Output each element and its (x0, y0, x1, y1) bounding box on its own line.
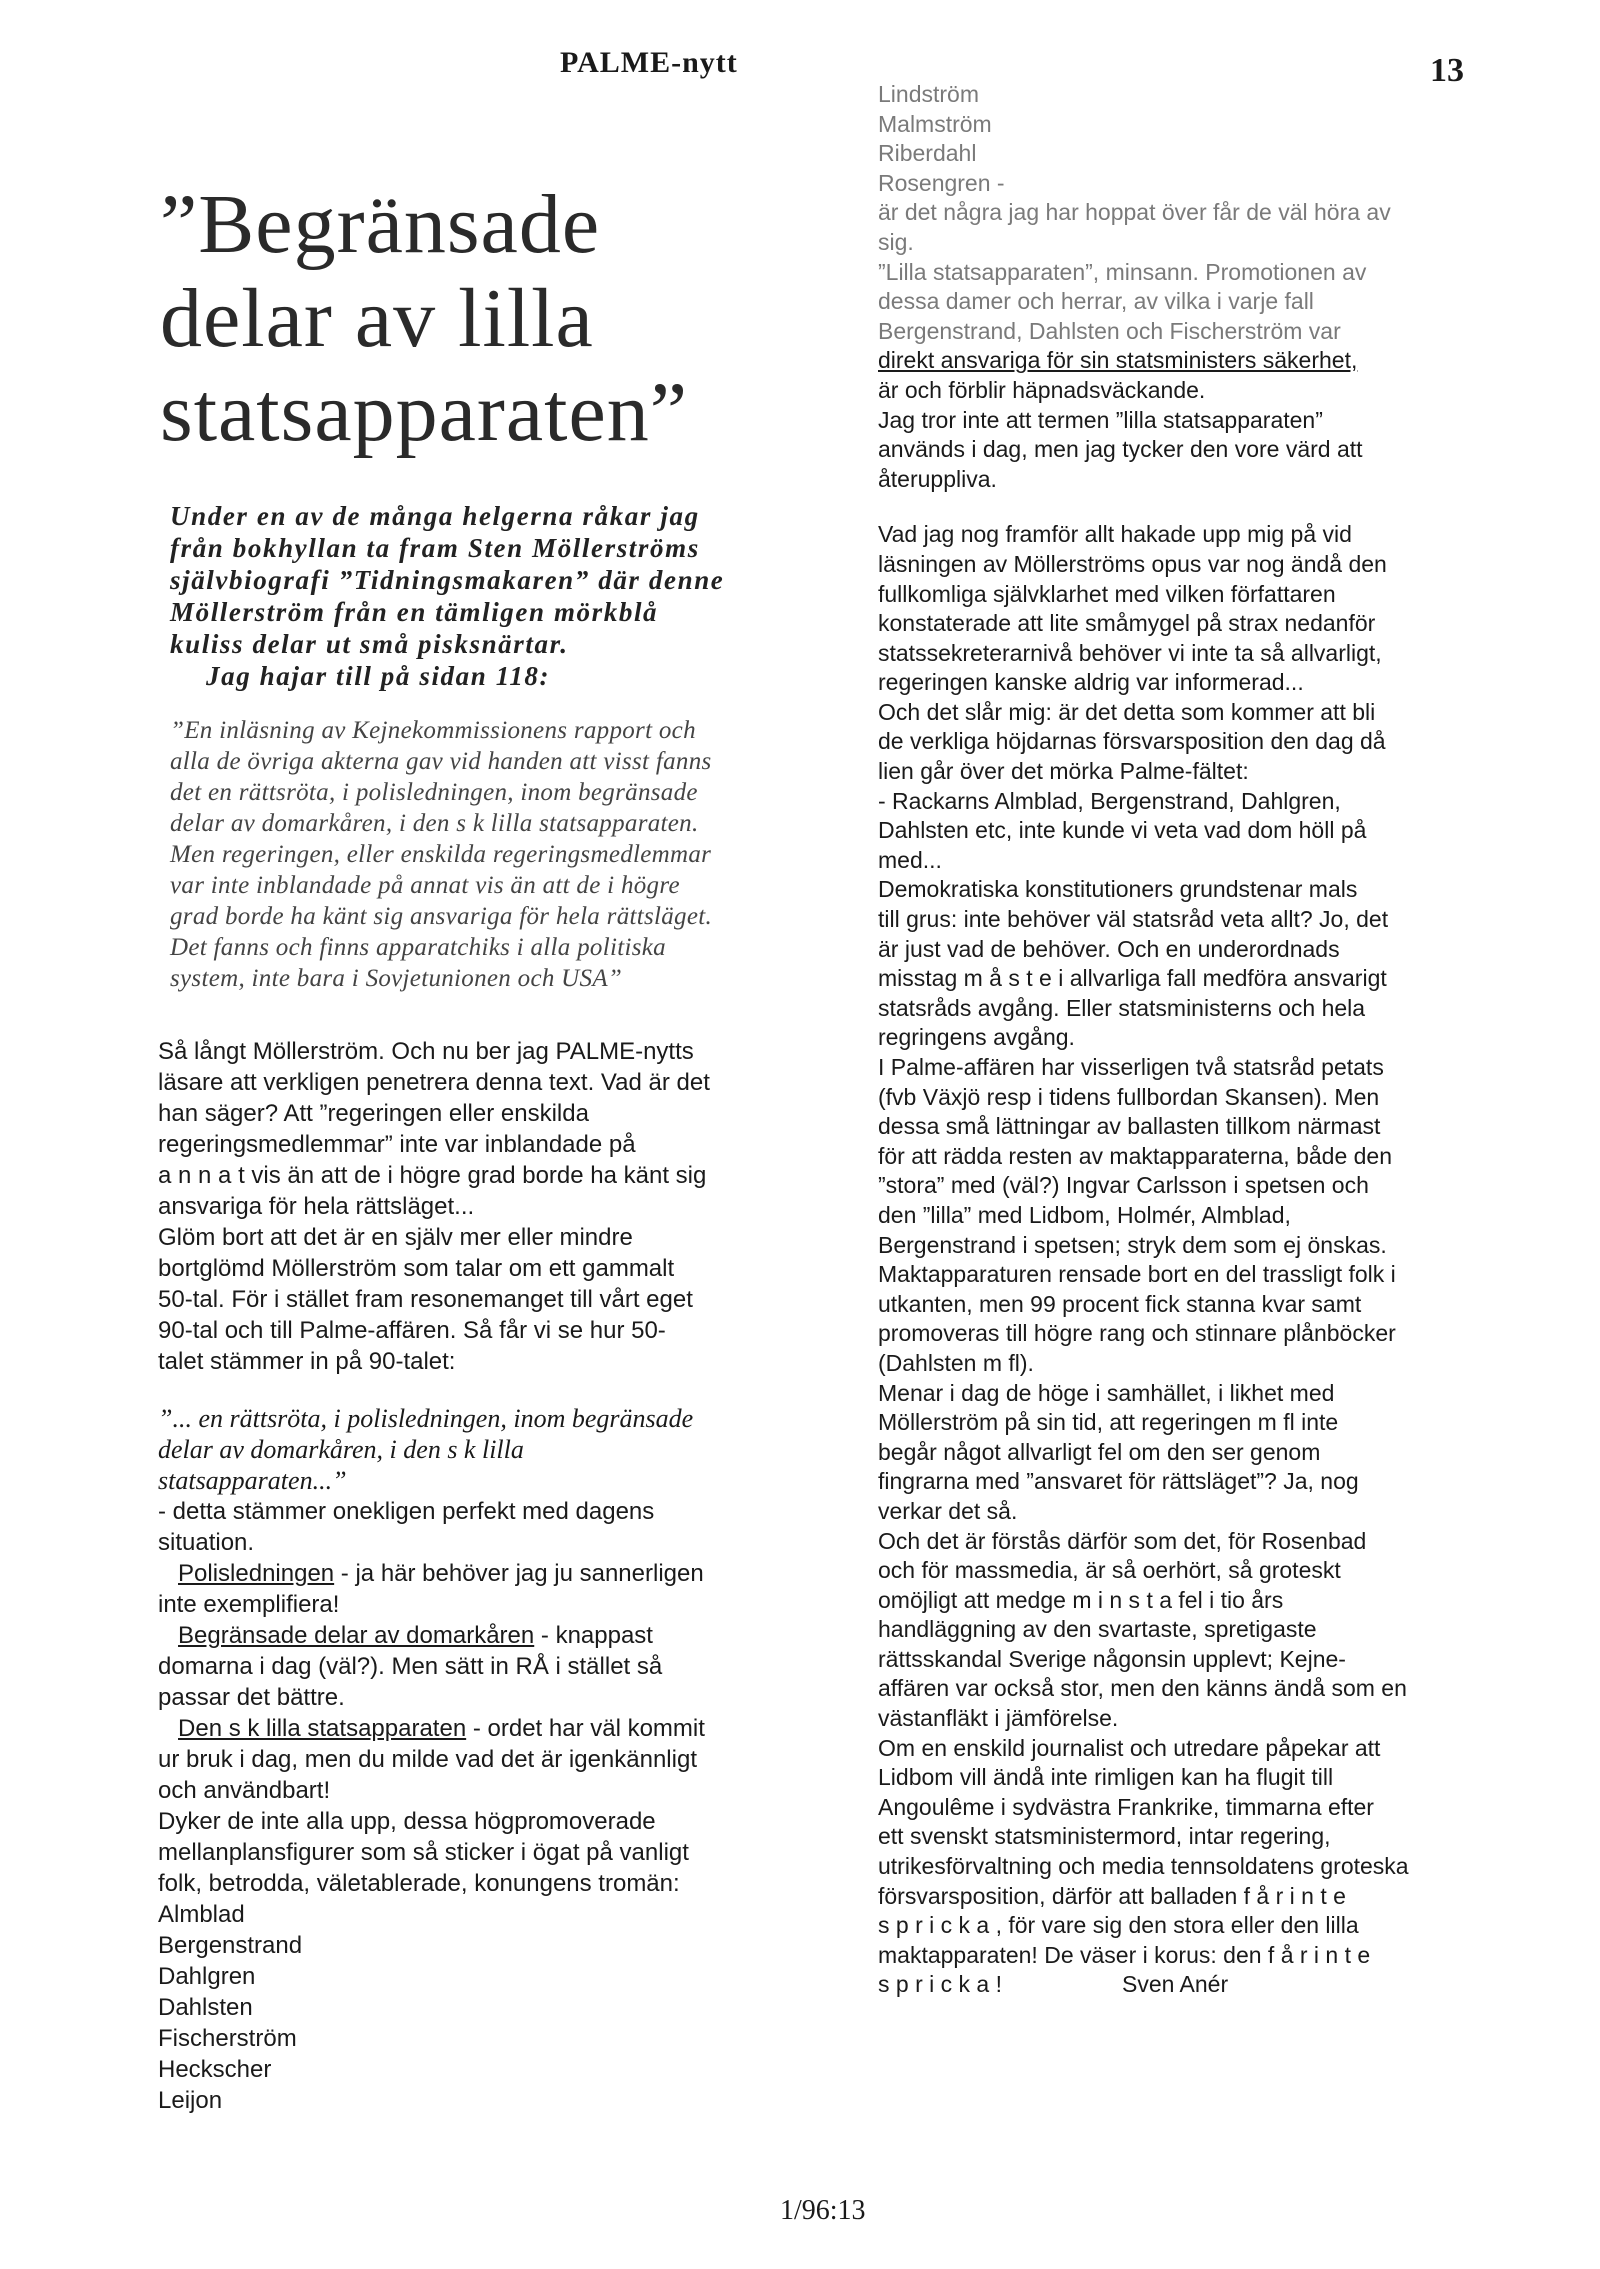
quote-line: Men regeringen, eller enskilda regeringsmedlemmar (170, 841, 712, 868)
body-line: folk, betrodda, väletablerade, konungens tromän: (158, 1870, 680, 1897)
body-line: Bergenstrand i spetsen; stryk dem som ej önskas. (878, 1231, 1387, 1258)
body-line: Glöm bort att det är en själv mer eller mindre (158, 1224, 633, 1251)
body-line: - Rackarns Almblad, Bergenstrand, Dahlgren, (878, 787, 1341, 814)
body-line: misstag m å s t e i allvarliga fall medföra ansvarigt (878, 965, 1387, 992)
body-line: fingrarna med ”ansvaret för rättsläget”? Ja, nog (878, 1468, 1359, 1495)
body-line: - detta stämmer onekligen perfekt med dagens (158, 1498, 655, 1525)
list-item-police (158, 1558, 838, 1589)
body-line: domarna i dag (väl?). Men sätt in RÅ i stället så (158, 1653, 663, 1680)
body-line: Angoulême i sydvästra Frankrike, timmarna efter (878, 1793, 1374, 1820)
name-list-item: Bergenstrand (158, 1932, 303, 1959)
body-line: Dahlsten etc, inte kunde vi veta vad dom höll på (878, 817, 1367, 844)
body-line: till grus: inte behöver väl statsråd veta allt? Jo, det (878, 906, 1389, 933)
body-line: 90-tal och till Palme-affären. Så får vi se hur 50- (158, 1317, 666, 1344)
body-text: - knappast (534, 1622, 653, 1649)
closing-word: s p r i c k a ! (878, 1971, 1002, 1998)
quote-line: var inte inblandade på annat vis än att de i högre (170, 872, 680, 899)
body-line: regeringen kanske aldrig var informerad... (878, 669, 1304, 696)
body-line: lien går över det mörka Palme-fältet: (878, 758, 1249, 785)
body-line: Jag tror inte att termen ”lilla statsapparaten” (878, 406, 1323, 433)
name-list-item: Leijon (158, 2087, 223, 2114)
lead-line: Möllerström från en tämligen mörkblå (170, 597, 659, 627)
name-list-item: Almblad (158, 1901, 245, 1928)
body-line: dessa damer och herrar, av vilka i varje fall (878, 288, 1314, 315)
body-line: a n n a t vis än att de i högre grad borde ha känt sig (158, 1162, 707, 1189)
left-column-body (158, 1036, 838, 2116)
name-list-item: Heckscher (158, 2056, 272, 2083)
lead-line: kuliss delar ut små pisksnärtar. (170, 629, 569, 659)
body-line: s p r i c k a , för vare sig den stora eller den lilla (878, 1912, 1359, 1939)
body-line: bortglömd Möllerström som talar om ett gammalt (158, 1255, 675, 1282)
body-line: Om en enskild journalist och utredare påpekar att (878, 1734, 1381, 1761)
name-list-item: Malmström (878, 110, 992, 137)
body-line: Menar i dag de höge i samhället, i likhet med (878, 1379, 1335, 1406)
body-line: fullkomliga självklarhet med vilken författaren (878, 580, 1336, 607)
body-line: ansvariga för hela rättsläget... (158, 1193, 475, 1220)
inline-quote-line: delar av domarkåren, i den s k lilla (158, 1435, 524, 1464)
quotation (170, 715, 830, 994)
publication-name: PALME-nytt (560, 46, 738, 79)
body-line: passar det bättre. (158, 1684, 345, 1711)
underlined-term: Polisledningen (178, 1560, 335, 1587)
body-line: den ”lilla” med Lidbom, Holmér, Almblad, (878, 1201, 1291, 1228)
body-line: han säger? Att ”regeringen eller enskilda (158, 1100, 589, 1127)
body-line: används i dag, men jag tycker den vore värd att (878, 436, 1363, 463)
body-line: läsningen av Möllerströms opus var nog ändå den (878, 550, 1387, 577)
body-line: sig. (878, 228, 914, 255)
body-line: situation. (158, 1529, 255, 1556)
body-line: Dyker de inte alla upp, dessa högpromoverade (158, 1808, 656, 1835)
body-line: med... (878, 846, 942, 873)
body-text: - ordet har väl kommit (466, 1715, 705, 1742)
quote-line: grad borde ha känt sig ansvariga för hela rättsläget. (170, 903, 713, 930)
body-line: (fvb Växjö resp i tidens fullbordan Skansen). Men (878, 1083, 1380, 1110)
name-list-item: Dahlsten (158, 1994, 253, 2021)
quote-line: ”En inläsning av Kejnekommissionens rapport och (170, 717, 696, 744)
quote-line: det en rättsröta, i polisledningen, inom begränsade (170, 779, 698, 806)
body-line: Så långt Möllerström. Och nu ber jag PALME-nytts (158, 1038, 694, 1065)
inline-quote-line: ”... en rättsröta, i polisledningen, inom begränsade (158, 1404, 694, 1433)
name-list-item: Riberdahl (878, 140, 977, 167)
closing-line (878, 1970, 1538, 2000)
body-line: Lidbom vill ändå inte rimligen kan ha flugit till (878, 1764, 1334, 1791)
quote-line: Det fanns och finns apparatchiks i alla politiska (170, 934, 666, 961)
headline-line: ”Begränsade (160, 178, 601, 271)
body-line: och för massmedia, är så oerhört, så groteskt (878, 1557, 1341, 1584)
name-list-item: Dahlgren (158, 1963, 256, 1990)
body-line: utrikesförvaltning och media tennsoldatens groteska (878, 1853, 1409, 1880)
body-line: (Dahlsten m fl). (878, 1349, 1034, 1376)
body-line: utkanten, men 99 procent fick stanna kvar samt (878, 1290, 1362, 1317)
list-item-judiciary (158, 1620, 838, 1651)
body-line: regringens avgång. (878, 1024, 1075, 1051)
quote-line: system, inte bara i Sovjetunionen och USA” (170, 965, 623, 992)
body-line: 50-tal. För i stället fram resonemanget till vårt eget (158, 1286, 693, 1313)
body-line: Och det är förstås därför som det, för Rosenbad (878, 1527, 1367, 1554)
body-line: Och det slår mig: är det detta som kommer att bli (878, 698, 1376, 725)
lead-line: från bokhyllan ta fram Sten Möllerströms (170, 533, 700, 563)
body-line: handläggning av den svartaste, spretigaste (878, 1616, 1317, 1643)
body-text: - ja här behöver jag ju sannerligen (334, 1560, 704, 1587)
body-line: statsråds avgång. Eller statsministerns och hela (878, 994, 1366, 1021)
body-line: försvarsposition, därför att balladen f å r i n t e (878, 1882, 1346, 1909)
underlined-term: Den s k lilla statsapparaten (178, 1715, 467, 1742)
body-line: ”Lilla statsapparaten”, minsann. Promotionen av (878, 258, 1367, 285)
author-signature: Sven Anér (1121, 1971, 1229, 1998)
body-line: inte exemplifiera! (158, 1591, 340, 1618)
name-list-item: Fischerström (158, 2025, 297, 2052)
body-line: verkar det så. (878, 1497, 1018, 1524)
headline-line: statsapparaten” (160, 366, 689, 459)
quote-line: alla de övriga akterna gav vid handen att visst fanns (170, 748, 712, 775)
body-line: ett svenskt statsministermord, intar regering, (878, 1823, 1331, 1850)
issue-footer: 1/96:13 (780, 2195, 866, 2226)
page-number: 13 (1430, 52, 1464, 89)
name-list-item: Lindström (878, 81, 979, 107)
body-line: maktapparaten! De väser i korus: den f å r i n t e (878, 1941, 1371, 1968)
headline (160, 178, 800, 460)
lead-paragraph (170, 500, 830, 692)
list-item-state-apparatus (158, 1713, 838, 1744)
body-line: återuppliva. (878, 465, 997, 492)
headline-line: delar av lilla (160, 272, 594, 365)
body-line: är det några jag har hoppat över får de väl höra av (878, 199, 1391, 226)
body-line: dessa små lättningar av ballasten tillkom närmast (878, 1113, 1381, 1140)
body-line: de verkliga höjdarnas försvarsposition den dag då (878, 728, 1386, 755)
lead-line: självbiografi ”Tidningsmakaren” där denne (170, 565, 725, 595)
body-line: mellanplansfigurer som så sticker i ögat på vanligt (158, 1839, 689, 1866)
underlined-sentence: direkt ansvariga för sin statsministers säkerhet, (878, 347, 1358, 374)
body-line: regeringsmedlemmar” inte var inblandade på (158, 1131, 636, 1158)
body-line: Möllerström på sin tid, att regeringen m fl inte (878, 1409, 1339, 1436)
body-line: för att rädda resten av maktapparaterna, både den (878, 1142, 1392, 1169)
quote-line: delar av domarkåren, i den s k lilla statsapparaten. (170, 810, 699, 837)
inline-quote-line: statsapparaten...” (158, 1466, 347, 1495)
body-line: och användbart! (158, 1777, 331, 1804)
body-line: Vad jag nog framför allt hakade upp mig på vid (878, 521, 1352, 548)
lead-line: Under en av de många helgerna råkar jag (170, 501, 700, 531)
body-line: ur bruk i dag, men du milde vad det är igenkännligt (158, 1746, 697, 1773)
right-column-body (878, 80, 1538, 2000)
body-line: Bergenstrand, Dahlsten och Fischerström var (878, 317, 1341, 344)
body-line: läsare att verkligen penetrera denna text. Vad är det (158, 1069, 710, 1096)
body-line: begår något allvarligt fel om den ser genom (878, 1438, 1321, 1465)
body-line: statssekreterarnivå behöver vi inte ta så allvarligt, (878, 639, 1382, 666)
body-line: Demokratiska konstitutioners grundstenar mals (878, 876, 1358, 903)
body-line: I Palme-affären har visserligen två statsråd petats (878, 1054, 1384, 1080)
body-line: talet stämmer in på 90-talet: (158, 1348, 456, 1375)
body-line: Maktapparaturen rensade bort en del trassligt folk i (878, 1261, 1396, 1288)
body-line: är just vad de behöver. Och en underordnads (878, 935, 1340, 962)
body-line: konstaterade att lite småmygel på strax nedanför (878, 610, 1376, 637)
body-line: är och förblir häpnadsväckande. (878, 376, 1206, 403)
body-line: ”stora” med (väl?) Ingvar Carlsson i spetsen och (878, 1172, 1369, 1199)
body-line: promoveras till högre rang och stinnare plånböcker (878, 1320, 1396, 1347)
lead-line: Jag hajar till på sidan 118: (206, 661, 551, 691)
name-list-item: Rosengren - (878, 169, 1005, 196)
body-line: affären var också stor, men den känns ändå som en (878, 1675, 1407, 1702)
body-line: omöjligt att medge m i n s t a fel i tio års (878, 1586, 1284, 1613)
body-line: rättsskandal Sverige någonsin upplevt; Kejne- (878, 1645, 1346, 1672)
underlined-term: Begränsade delar av domarkåren (178, 1622, 535, 1649)
body-line: västanfläkt i jämförelse. (878, 1705, 1119, 1732)
